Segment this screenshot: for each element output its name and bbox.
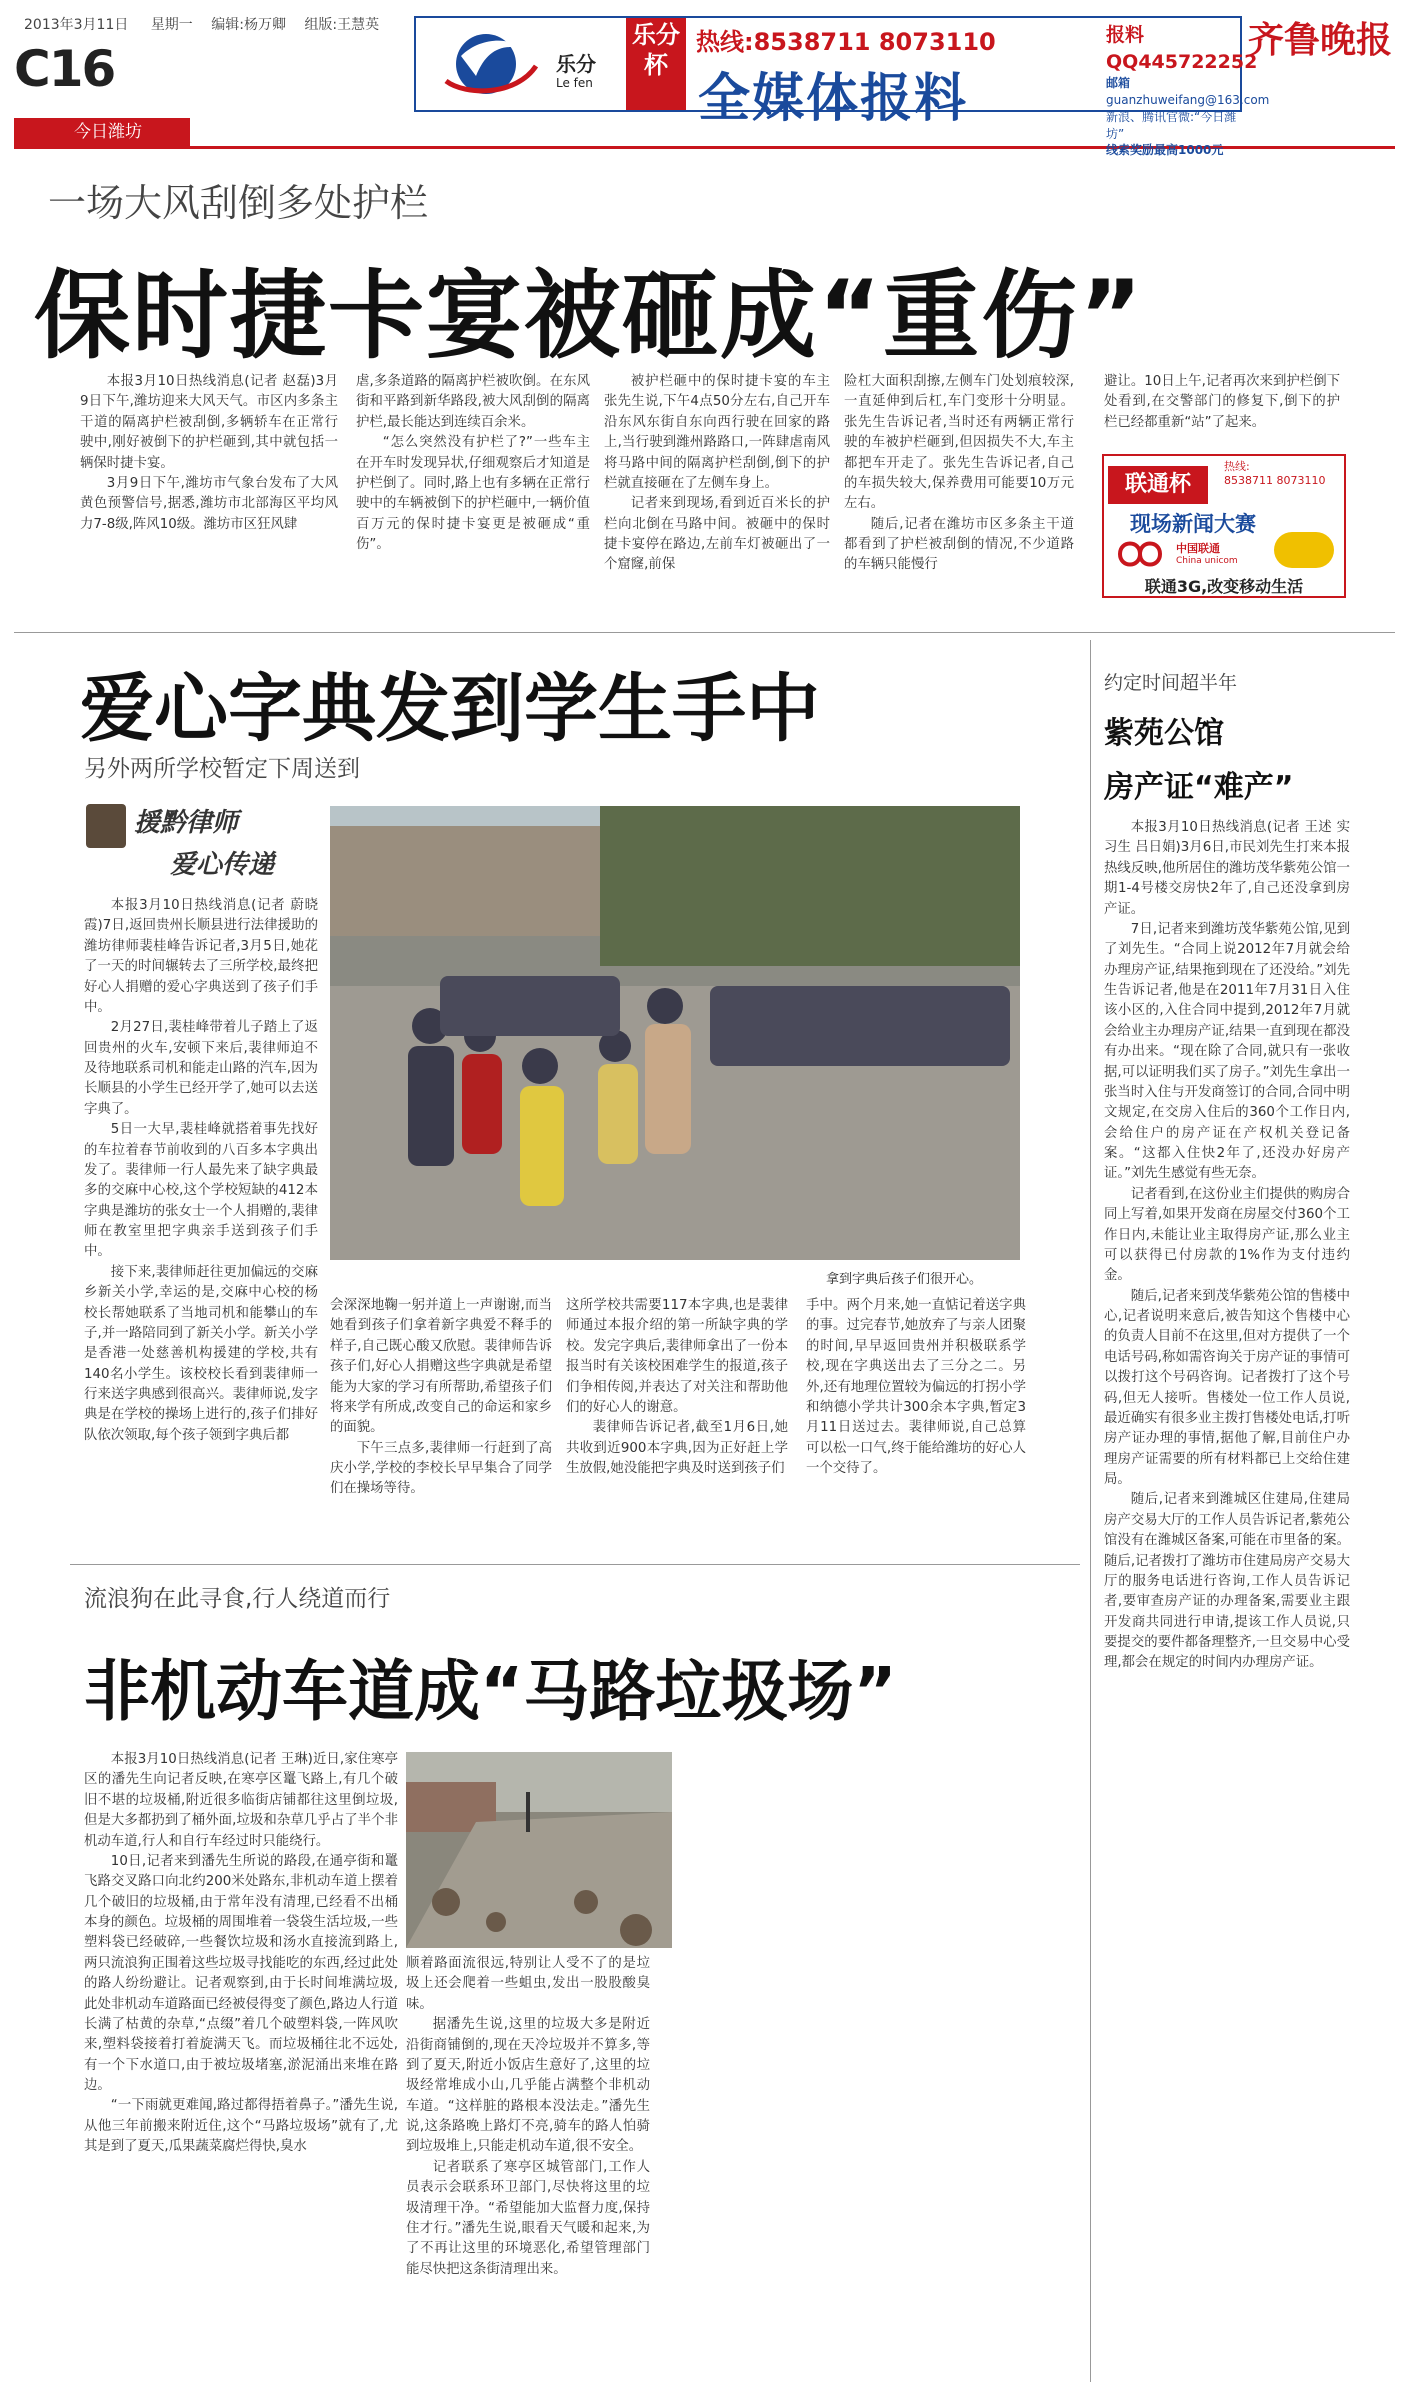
story2-headline: 爱心字典发到学生手中: [80, 666, 820, 752]
ad-slogan: 全媒体报料: [698, 69, 969, 129]
paragraph: 记者来到现场,看到近百米长的护栏向北倒在马路中间。被砸中的保时捷卡宴停在路边,左前车灯被砸出了一个窟窿,前保: [604, 496, 830, 573]
paragraph: 本报3月10日热线消息(记者 王琳)近日,家住寒亭区的潘先生向记者反映,在寒亭区鼍飞路上,有几个破旧不堪的垃圾桶,附近很多临街店铺都往这里倒垃圾,但是大多都扔到了桶外面,垃圾和杂草几乎占了半个非机动车道,行人和自行车经过时只能绕行。: [84, 1752, 398, 1849]
ad-reward: 线索奖励最高1000元: [1106, 143, 1224, 158]
masthead-logo: 齐鲁晚报: [1248, 19, 1393, 61]
story4-headline-1: 紫苑公馆: [1104, 716, 1224, 751]
paragraph: 这所学校共需要117本字典,也是裴律师通过本报介绍的第一所缺字典的学校。发完字典后,裴律师拿出了一份本报当时有关该校困难学生的报道,孩子们争相传阅,并表达了对关注和帮助他们的好心人的谢意。: [566, 1298, 788, 1415]
paragraph: 裴律师告诉记者,截至1月6日,她共收到近900本字典,因为正好赶上学生放假,她没能把字典及时送到孩子们: [566, 1420, 788, 1476]
story3-kicker: 流浪狗在此寻食,行人绕道而行: [84, 1586, 391, 1612]
header-date: 2013年3月11日: [24, 17, 129, 33]
story4-kicker: 约定时间超半年: [1104, 672, 1238, 694]
header-editor: 编辑:杨万卿: [211, 17, 286, 33]
top-advertisement[interactable]: [414, 16, 1270, 158]
story3-col-1: [84, 1750, 398, 2158]
paragraph: 本报3月10日热线消息(记者 赵磊)3月9日下午,潍坊迎来大风天气。市区内多条主干道的隔离护栏被刮倒,多辆轿车在正常行驶中,刚好被倒下的护栏砸到,其中就包括一辆保时捷卡宴。: [80, 374, 338, 471]
page-number: C16: [14, 40, 115, 98]
paragraph: 虐,多条道路的隔离护栏被吹倒。在东风街和平路到新华路段,被大风刮倒的隔离护栏,最长能达到连续百余米。: [356, 374, 590, 430]
header-weekday: 星期一: [150, 17, 193, 33]
side-ad-hotline-label: 热线:: [1224, 460, 1250, 473]
ad-hotline-number: 8538711 8073110: [753, 28, 996, 56]
paragraph: 会深深地鞠一躬并道上一声谢谢,而当她看到孩子们拿着新字典爱不释手的样子,自己既心酸又欣慰。裴律师告诉孩子们,好心人捐赠这些字典就是希望能为大家的学习有所帮助,希望孩子们将来学有所成,改变自己的命运和家乡的面貌。: [330, 1298, 552, 1436]
story1-headline: 保时捷卡宴被砸成“重伤”: [34, 260, 1145, 372]
ad-cup-badge: 乐分杯: [626, 18, 686, 110]
paragraph: 手中。两个月来,她一直惦记着送字典的事。过完春节,她放弃了与亲人团聚的时间,早早返回贵州并积极联系学校,现在字典送出去了三分之二。另外,还有地理位置较为偏远的打拐小学和纳德小学共计300余本字典,暂定3月11日送过去。裴律师说,自己总算可以松一口气,终于能给潍坊的好心人一个交待了。: [806, 1298, 1026, 1476]
lefen-logo-icon: [426, 26, 546, 106]
story1-col-1: [80, 372, 338, 535]
ad-weibo: 新浪、腾讯官微:: [1106, 109, 1195, 124]
unicom-knot-icon: [1110, 536, 1170, 572]
ad-qq: 445722252: [1138, 50, 1258, 73]
stamp-line-1: 援黔律师: [134, 808, 239, 838]
photo-caption: 拿到字典后孩子们很开心。: [826, 1272, 983, 1287]
paragraph: 记者看到,在这份业主们提供的购房合同上写着,如果开发商在房屋交付360个工作日内,未能让业主取得房产证,那么业主可以获得已付房款的1%作为支付违约金。: [1104, 1186, 1350, 1284]
section-divider: [70, 1564, 1080, 1565]
paragraph: 随后,记者在潍坊市区多条主干道都看到了护栏被刮倒的情况,不少道路的车辆只能慢行: [844, 516, 1074, 573]
side-ad-cup: 联通杯: [1108, 466, 1208, 504]
paragraph: 下午三点多,裴律师一行赶到了高庆小学,学校的李校长早早集合了同学们在操场等待。: [330, 1440, 552, 1497]
paragraph: “怎么突然没有护栏了?”一些车主在开车时发现异状,仔细观察后才知道是护栏倒了。同时,路上也有多辆在正常行驶中的车辆被倒下的护栏砸中,一辆价值百万元的保时捷卡宴更是被砸成“重伤”。: [356, 435, 590, 552]
column-rule: [1090, 640, 1091, 2382]
paragraph: “一下雨就更难闻,路过都得捂着鼻子。”潘先生说,从他三年前搬来附近住,这个“马路垃圾场”就有了,尤其是到了夏天,瓜果蔬菜腐烂得快,臭水: [84, 2098, 398, 2155]
paragraph: 被护栏砸中的保时捷卡宴的车主张先生说,下午4点50分左右,自己开车沿东风东街自东向西行驶在回家的路上,当行驶到潍州路路口,一阵肆虐南风将马路中间的隔离护栏刮倒,倒下的护栏就直接砸在了左侧车身上。: [604, 374, 830, 491]
paragraph: 本报3月10日热线消息(记者 蔚晓霞)7日,返回贵州长顺县进行法律援助的潍坊律师裴桂峰告诉记者,3月5日,她花了一天的时间辗转去了三所学校,最终把好心人捐赠的爱心字典送到了孩子们手中。: [84, 898, 318, 1015]
story2-col-3: [566, 1296, 788, 1479]
story4-headline-2: 房产证“难产”: [1104, 770, 1294, 805]
story2-col-1: [84, 896, 318, 1446]
ad-weibo-name: “今日潍坊”: [1106, 109, 1237, 141]
paragraph: 避让。10日上午,记者再次来到护栏倒下处看到,在交警部门的修复下,倒下的护栏已经都重新“站”了起来。: [1104, 374, 1340, 430]
side-ad-hotline: [1224, 460, 1325, 489]
header-meta: [24, 14, 379, 34]
story2-col-2: [330, 1296, 552, 1500]
ad-email: guanzhuweifang@163.com: [1106, 92, 1270, 107]
paragraph: 据潘先生说,这里的垃圾大多是附近沿街商铺倒的,现在天冷垃圾并不算多,等到了夏天,附近小饭店生意好了,这里的垃圾经常堆成小山,几乎能占满整个非机动车道。“这样脏的路根本没法走。”潘先生说,这条路晚上路灯不亮,骑车的路人怕骑到垃圾堆上,只能走机动车道,很不安全。: [406, 2017, 650, 2155]
paragraph: 记者联系了寒亭区城管部门,工作人员表示会联系环卫部门,尽快将这里的垃圾清理干净。“希望能加大监督力度,保持住才行。”潘先生说,眼看天气暖和起来,为了不再让这里的环境恶化,希望管理部门能尽快把这条街清理出来。: [406, 2159, 650, 2277]
ad-brand-en: Le fen: [556, 76, 593, 90]
ad-hotline-label: 热线:: [696, 28, 754, 56]
story4-col: [1104, 818, 1350, 1674]
side-ad-hotline-number: 8538711 8073110: [1224, 474, 1326, 488]
paragraph: 2月27日,裴桂峰带着儿子踏上了返回贵州的火车,安顿下来后,裴律师迫不及待地联系司机和能走山路的汽车,因为长顺县的小学生已经开学了,她可以去送字典了。: [84, 1020, 318, 1117]
section-label: 今日潍坊: [14, 118, 190, 146]
unicom-advertisement[interactable]: [1102, 454, 1346, 598]
story1-col-4: [844, 372, 1074, 576]
paragraph: 随后,记者来到茂华紫苑公馆的售楼中心,记者说明来意后,被告知这个售楼中心的负责人目前不在这里,但对方提供了一个电话号码,称如需咨询关于房产证的事情可以拨打这个号码咨询。记者拨打了这个号码,但无人接听。售楼处一位工作人员说,最近确实有很多业主拨打售楼处电话,打听房产证办理的事情,据他了解,目前住户办理房产证需要的所有材料都已上交给住建局。: [1104, 1288, 1350, 1487]
paragraph: 接下来,裴律师赶往更加偏远的交麻乡新关小学,幸运的是,交麻中心校的杨校长帮她联系了当地司机和能攀山的车子,并一路陪同到了新关小学。新关小学是香港一处慈善机构援建的学校,共有140名小学生。该校校长看到裴律师一行来送字典感到很高兴。裴律师说,发字典是在学校的操场上进行的,孩子们排好队依次领取,每个孩子领到字典后都: [84, 1264, 318, 1443]
paragraph: 5日一大早,裴桂峰就搭着事先找好的车拉着春节前收到的八百多本字典出发了。裴律师一行人最先来了缺字典最多的交麻中心校,这个学校短缺的412本字典是潍坊的张女士一个人捐赠的,裴律师在教室里把字典亲手送到孩子们手中。: [84, 1122, 318, 1260]
story2-col-4: [806, 1296, 1026, 1479]
garbage-road-photo: [406, 1752, 672, 1948]
paragraph: 10日,记者来到潘先生所说的路段,在通亭街和鼍飞路交叉路口向北约200米处路东,非机动车道上摆着几个破旧的垃圾桶,由于常年没有清理,已经看不出桶本身的颜色。垃圾桶的周围堆着一袋袋生活垃圾,一些塑料袋已经破碎,一些餐饮垃圾和汤水直接流到路上,两只流浪狗正围着这些垃圾寻找能吃的东西,经过此处的路人纷纷避让。记者观察到,由于长时间堆满垃圾,此处非机动车道路面已经被侵得变了颜色,路边人行道长满了枯黄的杂草,“点缀”着几个破塑料袋,一阵风吹来,塑料袋接着打着旋满天飞。而垃圾桶往北不远处,有一个下水道口,由于被垃圾堵塞,淤泥涌出来堆在路边。: [84, 1853, 398, 2093]
ad-qq-label: 报料QQ: [1106, 24, 1145, 73]
paragraph: 7日,记者来到潍坊茂华紫苑公馆,见到了刘先生。“合同上说2012年7月就会给办理房产证,结果拖到现在了还没给。”刘先生告诉记者,他是在2011年7月31日入住该小区的,入住合同中提到,2012年7月就会给业主办理房产证,结果一直到现在都没有办出来。“现在除了合同,就只有一张收据,可以证明我们买了房子。”刘先生拿出一张当时入住与开发商签订的合同,合同中明文规定,在交房入住后的360个工作日内,会给住户的房产证在产权机关登记备案。“这都入住快2年了,还没办好房产证。”刘先生感觉有些无奈。: [1104, 921, 1350, 1182]
children-dictionary-photo: [330, 806, 1020, 1260]
paragraph: 3月9日下午,潍坊市气象台发布了大风黄色预警信号,据悉,潍坊市北部海区平均风力7-8级,阵风10级。潍坊市区狂风肆: [80, 475, 338, 532]
ad-hotline: [696, 22, 996, 57]
stamp-line-2: 爱心传递: [170, 850, 275, 880]
header-designer: 组版:王慧英: [304, 17, 380, 33]
story3-headline: 非机动车道成“马路垃圾场”: [84, 1653, 897, 1730]
paragraph: 险杠大面积刮擦,左侧车门处划痕较深,一直延伸到后杠,车门变形十分明显。张先生告诉记者,当时还有两辆正常行驶的车被护栏砸到,但因损失不大,车主都把车开走了。张先生告诉记者,自己的车损失较大,保养费用可能要10万元左右。: [844, 374, 1074, 512]
ad-contact-block: [1106, 22, 1270, 159]
side-ad-subtitle: 现场新闻大赛: [1130, 512, 1256, 536]
lawyer-column-logo: [86, 800, 296, 892]
side-ad-graphic: [1274, 532, 1334, 568]
story1-col-5: [1104, 372, 1340, 433]
paragraph: 本报3月10日热线消息(记者 王述 实习生 吕日娟)3月6日,市民刘先生打来本报热线反映,他所居住的潍坊茂华紫苑公馆一期1-4号楼交房快2年了,自己还没拿到房产证。: [1104, 820, 1350, 917]
section-divider: [14, 632, 1395, 633]
side-ad-brand: 中国联通: [1176, 542, 1220, 555]
side-ad-slogan: 联通3G,改变移动生活: [1144, 577, 1304, 596]
story1-kicker: 一场大风刮倒多处护栏: [48, 181, 429, 225]
lawyer-portrait-icon: [86, 804, 126, 848]
paragraph: 随后,记者来到潍城区住建局,住建局房产交易大厅的工作人员告诉记者,紫苑公馆没有在潍城区备案,可能在市里备的案。随后,记者拨打了潍坊市住建局房产交易大厅的服务电话进行咨询,工作人员告诉记者,要审查房产证的办理备案,需要业主跟开发商共同进行申请,提该工作人员说,只要提交的要件都备理整齐,一旦交易中心受理,都会在规定的时间内办理房产证。: [1104, 1492, 1350, 1671]
paragraph: 顺着路面流很远,特别让人受不了的是垃圾上还会爬着一些蛆虫,发出一股股酸臭味。: [406, 1956, 650, 2012]
story1-col-2: [356, 372, 590, 555]
story2-kicker: 另外两所学校暂定下周送到: [84, 756, 360, 782]
side-ad-brand-en: China unicom: [1176, 556, 1238, 566]
ad-email-label: 邮箱: [1106, 76, 1131, 91]
story3-col-2: [406, 1954, 650, 2280]
story1-col-3: [604, 372, 830, 576]
ad-brand: 乐分: [556, 52, 596, 76]
